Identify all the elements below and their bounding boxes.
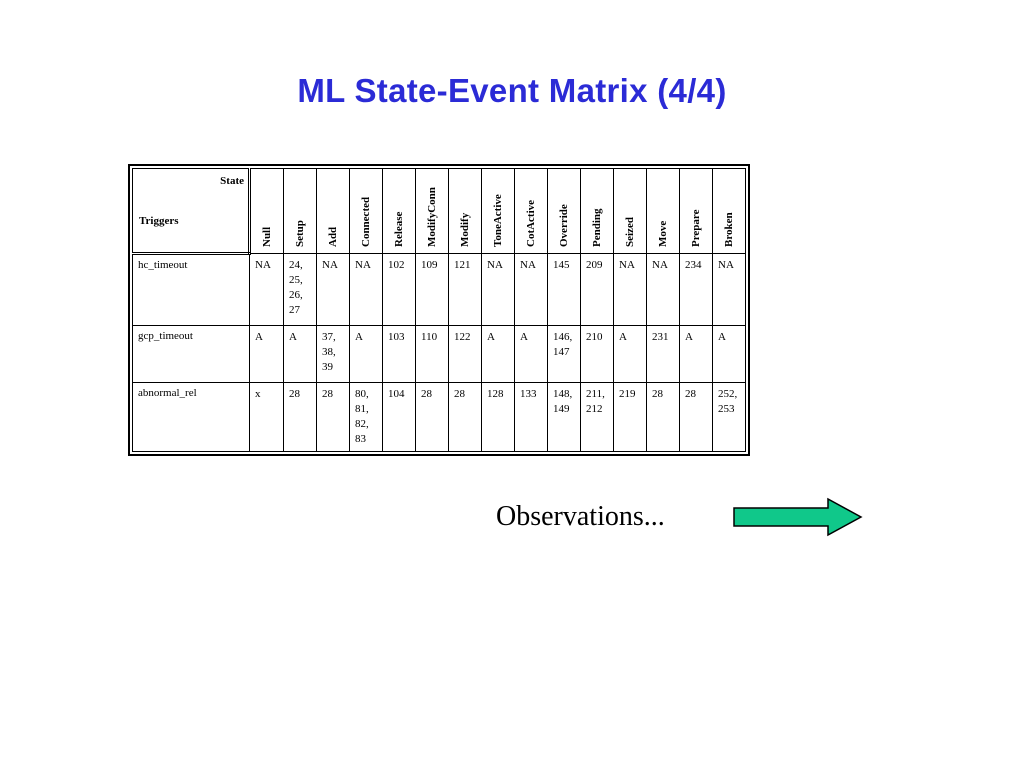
matrix-cell: 28 bbox=[680, 383, 713, 452]
matrix-cell: 133 bbox=[515, 383, 548, 452]
state-header: Null bbox=[250, 169, 284, 254]
matrix-cell: 102 bbox=[383, 254, 416, 326]
matrix-cell: NA bbox=[647, 254, 680, 326]
page-title: ML State-Event Matrix (4/4) bbox=[297, 72, 727, 109]
matrix-cell: NA bbox=[713, 254, 746, 326]
matrix-cell: 234 bbox=[680, 254, 713, 326]
matrix-cell: 219 bbox=[614, 383, 647, 452]
state-header: ToneActive bbox=[482, 169, 515, 254]
observations-link[interactable]: Observations... bbox=[496, 501, 665, 532]
matrix-cell: 28 bbox=[317, 383, 350, 452]
triggers-label: Triggers bbox=[139, 215, 179, 227]
matrix-cell: NA bbox=[317, 254, 350, 326]
state-header: Move bbox=[647, 169, 680, 254]
state-header: Broken bbox=[713, 169, 746, 254]
state-header: Release bbox=[383, 169, 416, 254]
matrix-cell: NA bbox=[614, 254, 647, 326]
matrix-cell: 28 bbox=[647, 383, 680, 452]
matrix-cell: 28 bbox=[284, 383, 317, 452]
trigger-cell: hc_timeout bbox=[133, 254, 250, 326]
matrix-cell: 103 bbox=[383, 326, 416, 383]
matrix-cell: NA bbox=[482, 254, 515, 326]
state-header: CotActive bbox=[515, 169, 548, 254]
matrix-cell: 210 bbox=[581, 326, 614, 383]
matrix-cell: 252, 253 bbox=[713, 383, 746, 452]
matrix-cell: A bbox=[680, 326, 713, 383]
matrix-cell: x bbox=[250, 383, 284, 452]
matrix-cell: 109 bbox=[416, 254, 449, 326]
matrix-cell: 145 bbox=[548, 254, 581, 326]
state-header: Setup bbox=[284, 169, 317, 254]
state-header: Pending bbox=[581, 169, 614, 254]
matrix-cell: 231 bbox=[647, 326, 680, 383]
state-header: Seized bbox=[614, 169, 647, 254]
matrix-cell: A bbox=[614, 326, 647, 383]
state-header: Override bbox=[548, 169, 581, 254]
matrix-cell: A bbox=[250, 326, 284, 383]
corner-header bbox=[133, 169, 250, 254]
state-label: State bbox=[220, 175, 244, 187]
matrix-cell: A bbox=[713, 326, 746, 383]
state-header: Connected bbox=[350, 169, 383, 254]
matrix-cell: 146, 147 bbox=[548, 326, 581, 383]
table-row bbox=[133, 383, 746, 452]
matrix-cell: 110 bbox=[416, 326, 449, 383]
matrix-cell: A bbox=[515, 326, 548, 383]
state-header: Modify bbox=[449, 169, 482, 254]
state-event-matrix bbox=[128, 164, 750, 456]
arrow-shape bbox=[734, 499, 861, 535]
matrix-cell: 28 bbox=[449, 383, 482, 452]
matrix-cell: 122 bbox=[449, 326, 482, 383]
matrix-cell: 24, 25, 26, 27 bbox=[284, 254, 317, 326]
matrix-cell: 128 bbox=[482, 383, 515, 452]
matrix-cell: 148, 149 bbox=[548, 383, 581, 452]
matrix-cell: 28 bbox=[416, 383, 449, 452]
matrix-cell: 121 bbox=[449, 254, 482, 326]
matrix-cell: A bbox=[350, 326, 383, 383]
state-header: ModifyConn bbox=[416, 169, 449, 254]
arrow-right-icon[interactable] bbox=[732, 497, 864, 537]
trigger-cell: abnormal_rel bbox=[133, 383, 250, 452]
table-row bbox=[133, 254, 746, 326]
matrix-cell: 37, 38, 39 bbox=[317, 326, 350, 383]
state-header: Prepare bbox=[680, 169, 713, 254]
header-row bbox=[133, 169, 746, 254]
trigger-cell: gcp_timeout bbox=[133, 326, 250, 383]
matrix-table bbox=[132, 168, 746, 452]
matrix-cell: 104 bbox=[383, 383, 416, 452]
matrix-cell: 211, 212 bbox=[581, 383, 614, 452]
matrix-cell: NA bbox=[350, 254, 383, 326]
matrix-cell: NA bbox=[515, 254, 548, 326]
state-header: Add bbox=[317, 169, 350, 254]
matrix-cell: 80, 81, 82, 83 bbox=[350, 383, 383, 452]
matrix-cell: NA bbox=[250, 254, 284, 326]
matrix-cell: 209 bbox=[581, 254, 614, 326]
table-row bbox=[133, 326, 746, 383]
matrix-cell: A bbox=[482, 326, 515, 383]
matrix-cell: A bbox=[284, 326, 317, 383]
